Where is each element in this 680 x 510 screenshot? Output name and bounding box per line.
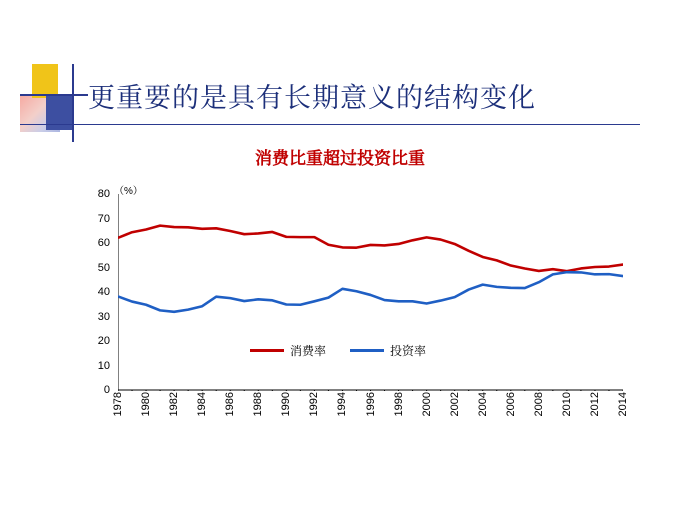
- vertical-rule: [72, 64, 74, 142]
- y-axis-tick-label: 30: [97, 310, 110, 323]
- horizontal-rule: [20, 94, 88, 96]
- x-axis-tick-label: 1994: [336, 392, 349, 417]
- x-axis-tick-label: 2010: [560, 392, 573, 417]
- x-axis-tick-label: 2008: [532, 392, 545, 417]
- y-axis: [60, 182, 110, 452]
- decorative-logo: [20, 64, 88, 142]
- legend-label: 消费率: [290, 344, 327, 358]
- x-axis-tick-label: 1992: [308, 392, 321, 417]
- page-title: 更重要的是具有长期意义的结构变化: [88, 83, 536, 113]
- legend-swatch: [350, 349, 384, 352]
- chart: [60, 182, 640, 452]
- x-axis-tick-label: 2014: [617, 392, 629, 417]
- x-axis-tick-label: 2002: [448, 392, 461, 417]
- x-axis-tick-label: 1982: [168, 392, 181, 417]
- x-axis-tick-label: 2006: [504, 392, 517, 417]
- plot-area: [118, 194, 623, 390]
- legend-label: 投资率: [390, 344, 427, 358]
- x-axis-tick-label: 1986: [224, 392, 237, 417]
- y-axis-tick-label: 0: [103, 384, 110, 396]
- x-axis-tick-label: 2012: [588, 392, 601, 417]
- y-axis-unit-label: （%）: [114, 186, 143, 197]
- legend-swatch: [250, 349, 284, 352]
- y-axis-tick-label: 40: [97, 286, 110, 298]
- x-axis-tick-label: 1998: [392, 392, 405, 417]
- x-axis-tick-label: 2004: [476, 392, 489, 417]
- chart-subtitle: 消费比重超过投资比重: [255, 149, 425, 168]
- y-axis-tick-label: 60: [97, 237, 110, 249]
- x-axis: [112, 392, 629, 452]
- series-line: [118, 226, 623, 272]
- series-line: [118, 272, 623, 312]
- y-axis-tick-label: 20: [97, 335, 110, 347]
- chart-legend: [250, 342, 440, 359]
- y-axis-tick-label: 10: [97, 359, 110, 372]
- y-axis-tick-label: 80: [97, 188, 110, 200]
- y-axis-tick-label: 50: [97, 261, 110, 274]
- yellow-square: [32, 64, 58, 98]
- x-axis-tick-label: 1984: [196, 392, 209, 417]
- title-divider: [20, 124, 640, 125]
- line-chart-svg: [118, 194, 623, 391]
- x-axis-tick-label: 1990: [280, 392, 293, 417]
- x-axis-tick-label: 1978: [112, 392, 124, 417]
- x-axis-tick-label: 1988: [252, 392, 265, 417]
- x-axis-tick-label: 1980: [140, 392, 153, 417]
- legend-item: [250, 342, 326, 359]
- x-axis-tick-label: 2000: [420, 392, 433, 417]
- y-axis-tick-label: 70: [97, 212, 110, 225]
- x-axis-tick-label: 1996: [364, 392, 377, 417]
- legend-item: [350, 342, 426, 359]
